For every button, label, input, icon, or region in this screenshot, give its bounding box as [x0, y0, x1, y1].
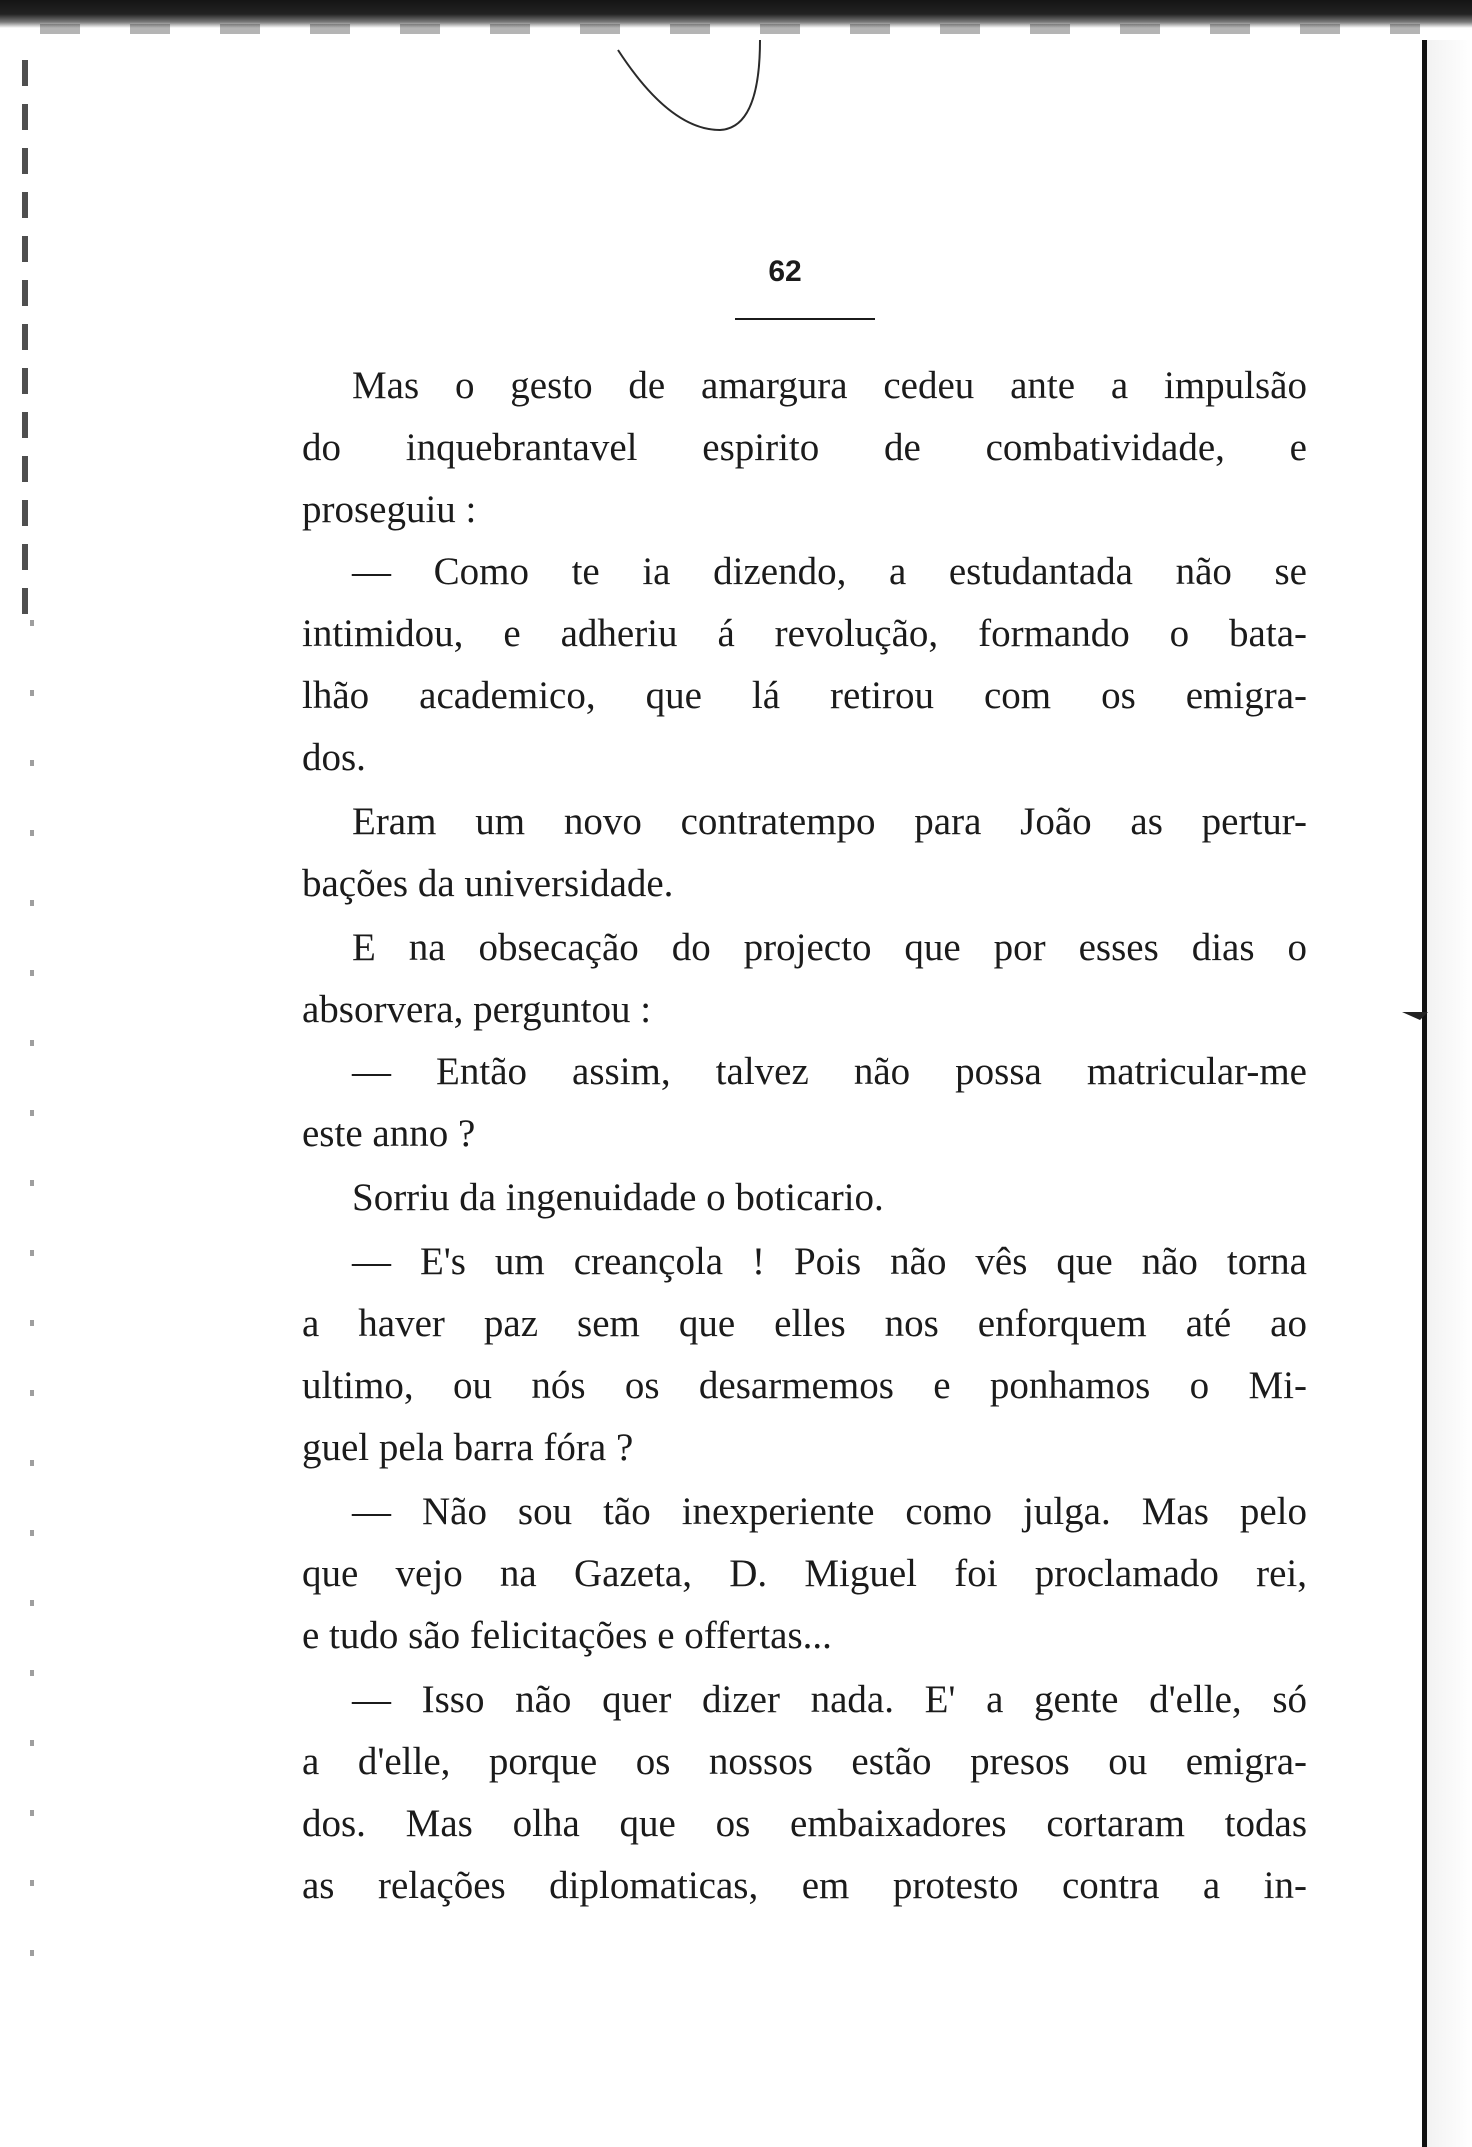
text-line: — Isso não quer dizer nada. E' a gente d'elle, só: [352, 1678, 1307, 1721]
text-line: bações da universidade.: [302, 862, 674, 905]
scan-left-edge: [22, 60, 28, 620]
text-line: Eram um novo contratempo para João as pertur-: [352, 800, 1307, 843]
top-curve-mark: [610, 30, 780, 140]
text-line: este anno ?: [302, 1112, 476, 1155]
text-line: — Não sou tão inexperiente como julga. Mas pelo: [352, 1490, 1307, 1533]
text-line: intimidou, e adheriu á revolução, formando o bata-: [302, 612, 1307, 655]
text-line: E na obsecação do projecto que por esses dias o: [352, 926, 1307, 969]
text-line: absorvera, perguntou :: [302, 988, 652, 1031]
text-line: proseguiu :: [302, 488, 477, 531]
text-line: a haver paz sem que elles nos enforquem até ao: [302, 1302, 1307, 1345]
text-line: — Como te ia dizendo, a estudantada não se: [352, 550, 1307, 593]
page-number: 62: [768, 255, 802, 288]
text-line: guel pela barra fóra ?: [302, 1426, 634, 1469]
text-line: Sorriu da ingenuidade o boticario.: [352, 1176, 884, 1219]
text-line: ultimo, ou nós os desarmemos e ponhamos o Mi-: [302, 1364, 1307, 1407]
scan-right-shadow: [1427, 40, 1472, 2147]
text-line: — Então assim, talvez não possa matricular-me: [352, 1050, 1307, 1093]
binding-mark: [1402, 1008, 1428, 1022]
text-line: a d'elle, porque os nossos estão presos ou emigra-: [302, 1740, 1307, 1783]
text-line: que vejo na Gazeta, D. Miguel foi proclamado rei,: [302, 1552, 1307, 1595]
text-line: dos.: [302, 736, 366, 779]
text-line: e tudo são felicitações e offertas...: [302, 1614, 832, 1657]
page-number-rule: [735, 318, 875, 320]
text-line: do inquebrantavel espirito de combatividade, e: [302, 426, 1307, 469]
text-line: — E's um creançola ! Pois não vês que não torna: [352, 1240, 1307, 1283]
text-line: Mas o gesto de amargura cedeu ante a impulsão: [352, 364, 1307, 407]
scan-left-specks: [30, 620, 34, 2020]
text-line: lhão academico, que lá retirou com os emigra-: [302, 674, 1307, 717]
text-line: dos. Mas olha que os embaixadores cortaram todas: [302, 1802, 1307, 1845]
text-line: as relações diplomaticas, em protesto contra a in-: [302, 1864, 1307, 1907]
